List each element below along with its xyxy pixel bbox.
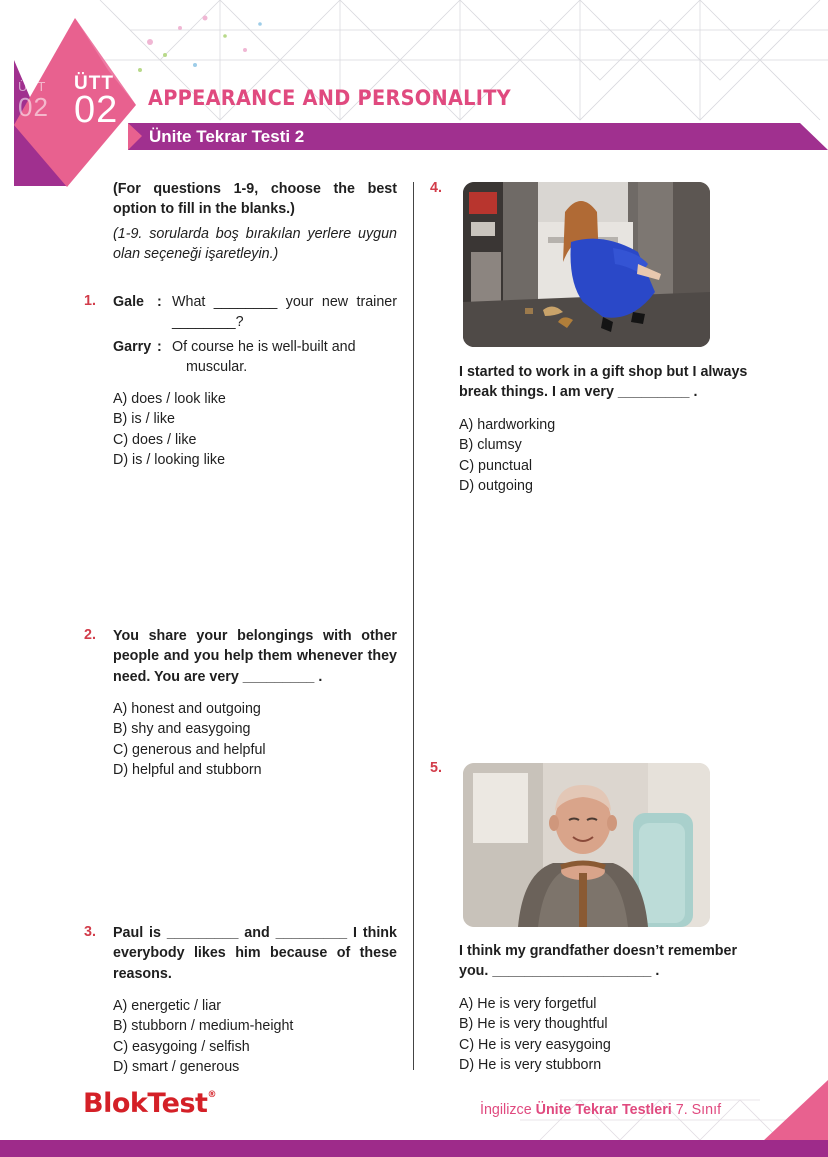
woman-broken-vase-photo: [463, 182, 710, 347]
unit-badge-label: ÜTT: [74, 73, 114, 94]
option-b[interactable]: B) clumsy: [459, 437, 522, 454]
option-c[interactable]: C) easygoing / selfish: [113, 1038, 250, 1055]
speaker-name: Garry: [113, 339, 152, 355]
answer-options: [113, 996, 293, 1077]
question-3-stem: Paul is _________ and _________ I think everybody likes him because of these reasons.: [113, 925, 397, 982]
option-a[interactable]: A) honest and outgoing: [113, 701, 261, 717]
option-b[interactable]: B) shy and easygoing: [113, 721, 251, 738]
unit-badge-number: 02: [74, 89, 119, 131]
answer-options: [459, 994, 611, 1075]
test-title: Ünite Tekrar Testi 2: [149, 127, 305, 146]
option-c[interactable]: C) punctual: [459, 457, 533, 474]
question-number: 4.: [430, 180, 442, 196]
unit-title: APPEARANCE AND PERSONALITY: [148, 86, 511, 110]
instructions-english: (For questions 1-9, choose the best option to fill in the blanks.): [113, 181, 397, 218]
footer-series-title: [480, 1102, 721, 1118]
page-number: 13: [770, 1103, 783, 1115]
option-d[interactable]: D) outgoing: [459, 477, 533, 494]
speaker-name: Gale: [113, 294, 144, 310]
speaker-colon: :: [157, 294, 162, 310]
footer-subject: İngilizce: [480, 1102, 536, 1118]
footer-bar: [0, 1140, 828, 1157]
brand-name: BlokTest: [83, 1088, 208, 1119]
question-number: 2.: [84, 627, 96, 643]
option-d[interactable]: D) smart / generous: [113, 1058, 240, 1075]
registered-mark: ®: [207, 1090, 216, 1100]
question-number: 1.: [84, 293, 96, 309]
option-d[interactable]: D) is / looking like: [113, 451, 226, 468]
option-d[interactable]: D) helpful and stubborn: [113, 761, 262, 778]
option-c[interactable]: C) He is very easygoing: [459, 1036, 611, 1053]
answer-options: [113, 389, 226, 470]
question-number: 5.: [430, 760, 442, 776]
option-b[interactable]: B) He is very thoughtful: [459, 1016, 608, 1033]
unit-badge-small-label: ÜTT: [18, 79, 47, 94]
unit-badge: [74, 74, 118, 129]
option-d[interactable]: D) He is very stubborn: [459, 1056, 602, 1073]
dialog-text-1b: ________?: [172, 314, 244, 330]
question-2-stem: You share your belongings with other people and you help them whenever they need. You are very _________ .: [113, 628, 397, 685]
footer-grade: 7. Sınıf: [671, 1102, 722, 1118]
option-b[interactable]: B) is / like: [113, 411, 175, 428]
option-c[interactable]: C) does / like: [113, 431, 197, 448]
answer-options: [459, 415, 555, 496]
option-a[interactable]: A) does / look like: [113, 391, 226, 407]
elderly-man-cane-photo: [463, 763, 710, 927]
column-divider: [413, 182, 414, 1070]
question-4-stem: I started to work in a gift shop but I always break things. I am very _________ .: [459, 364, 748, 401]
footer-series-name: Ünite Tekrar Testleri: [535, 1102, 672, 1118]
instructions-turkish: (1-9. sorularda boş bırakılan yerlere uygun olan seçeneği işaretleyin.): [113, 226, 397, 263]
speaker-colon: :: [157, 339, 162, 355]
bloktest-logo: [83, 1088, 216, 1119]
option-a[interactable]: A) hardworking: [459, 417, 556, 433]
question-5-stem: I think my grandfather doesn’t remember you. ____________________ .: [459, 943, 738, 980]
unit-badge-small: [18, 80, 49, 120]
option-c[interactable]: C) generous and helpful: [113, 741, 266, 758]
dialog-text-1a: What ________ your new trainer: [172, 294, 397, 310]
question-number: 3.: [84, 924, 96, 940]
unit-badge-small-number: 02: [18, 92, 49, 122]
option-b[interactable]: B) stubborn / medium-height: [113, 1018, 294, 1035]
option-a[interactable]: A) energetic / liar: [113, 998, 222, 1014]
option-a[interactable]: A) He is very forgetful: [459, 996, 597, 1012]
dialog-text-2a: Of course he is well-built and: [172, 339, 356, 355]
answer-options: [113, 699, 266, 780]
dialog-text-2b: muscular.: [186, 359, 248, 375]
